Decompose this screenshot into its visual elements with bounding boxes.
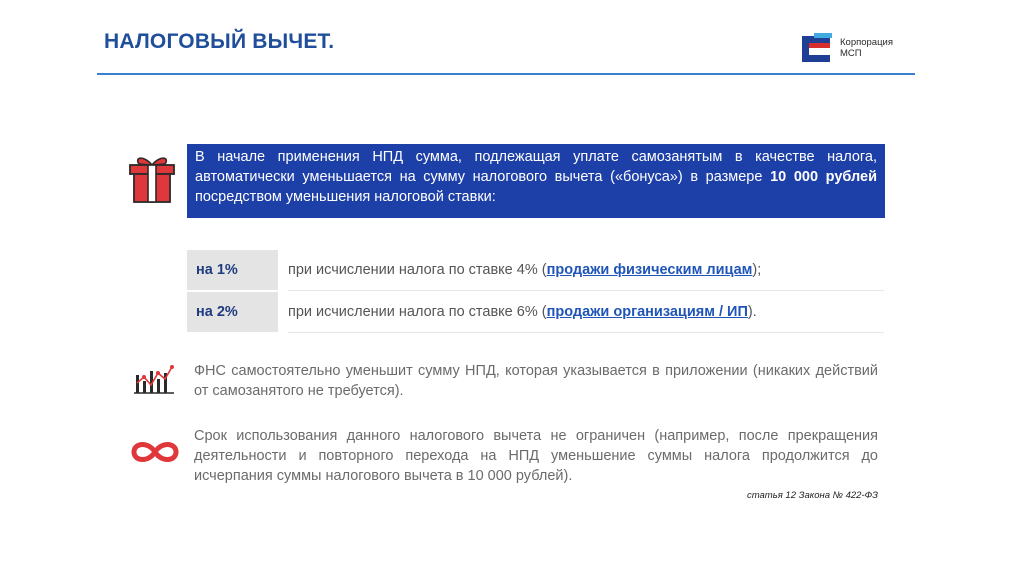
rate-label-1: на 1% (187, 250, 278, 290)
row-divider (288, 332, 884, 333)
gift-icon (126, 153, 178, 205)
page-title: НАЛОГОВЫЙ ВЫЧЕТ. (104, 30, 335, 53)
intro-amount: 10 000 рублей (770, 169, 877, 185)
rate-desc-1-suffix: ); (752, 262, 762, 278)
title-divider (97, 73, 915, 75)
intro-text-1: В начале применения НПД сумма, подлежащая уплате самозанятым в качестве налога, автоматически уменьшается на сумму налогового вычета («бонуса») в размере (195, 149, 877, 185)
intro-text-2: посредством уменьшения налоговой ставки: (195, 189, 496, 205)
logo-line1: Корпорация (840, 37, 893, 48)
rate-label-2: на 2% (187, 292, 278, 332)
intro-box (187, 144, 885, 218)
logo-line2: МСП (840, 48, 862, 59)
rate-desc-2 (288, 292, 757, 332)
logo-mark-icon (800, 32, 834, 66)
term-note: Срок использования данного налогового вычета не ограничен (например, после прекращения деятельности и повторного перехода на НПД уменьшение суммы налога продолжится до исчерпания суммы налогового вычета в 10 000 рублей). (194, 428, 878, 484)
infinity-icon (130, 437, 180, 467)
fns-note: ФНС самостоятельно уменьшит сумму НПД, которая указывается в приложении (никаких действий от самозанятого не требуется). (194, 363, 878, 399)
rate-link-individuals[interactable]: продажи физическим лицам (546, 262, 753, 278)
corporation-logo (800, 32, 910, 66)
law-reference: статья 12 Закона № 422-ФЗ (746, 490, 878, 501)
rate-desc-1-prefix: при исчислении налога по ставке 4% ( (288, 262, 547, 278)
row-divider (288, 290, 884, 291)
rate-desc-2-prefix: при исчислении налога по ставке 6% ( (288, 304, 547, 320)
rate-link-organizations[interactable]: продажи организациям / ИП (546, 304, 748, 320)
chart-icon (132, 361, 176, 395)
rate-desc-1 (288, 250, 761, 290)
rate-desc-2-suffix: ). (747, 304, 757, 320)
